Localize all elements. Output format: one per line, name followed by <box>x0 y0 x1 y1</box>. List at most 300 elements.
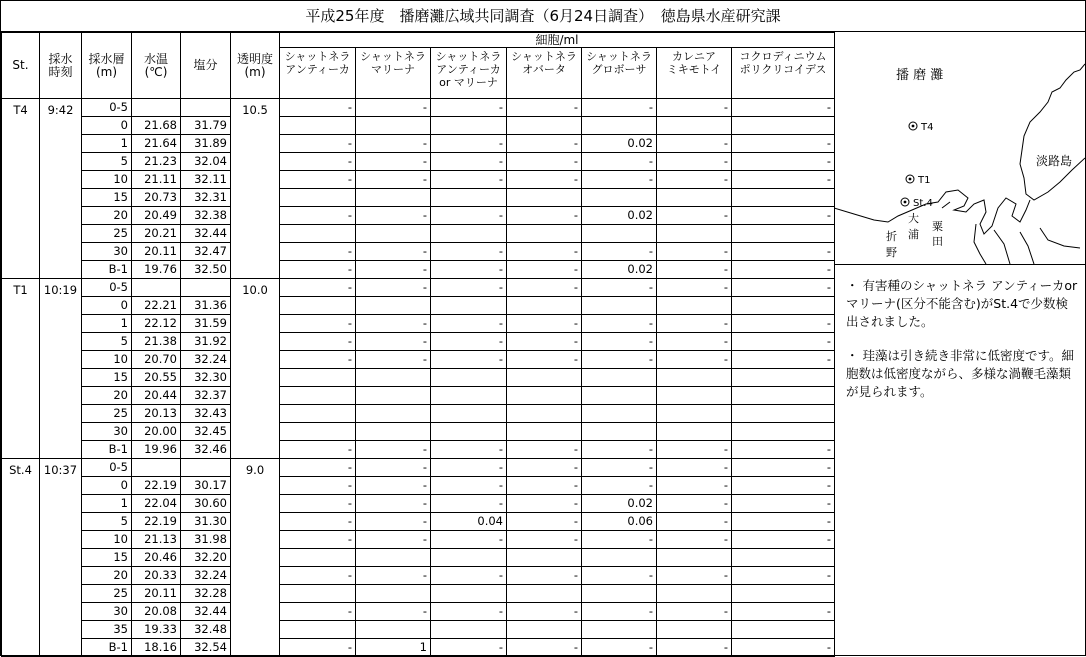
cell-count <box>431 387 507 405</box>
salinity-cell: 32.11 <box>181 171 231 189</box>
cell-count <box>582 585 657 603</box>
cell-count: - <box>732 495 835 513</box>
temperature-cell: 18.16 <box>132 639 181 657</box>
table-row <box>2 441 835 459</box>
depth-cell: 1 <box>82 315 132 333</box>
cell-count <box>507 423 582 441</box>
cell-count: - <box>280 279 356 297</box>
temperature-cell: 22.12 <box>132 315 181 333</box>
salinity-cell: 31.98 <box>181 531 231 549</box>
cell-count: - <box>280 531 356 549</box>
temperature-cell: 20.08 <box>132 603 181 621</box>
table-row <box>2 513 835 531</box>
cell-count: - <box>280 135 356 153</box>
table-row <box>2 567 835 585</box>
cell-count <box>732 297 835 315</box>
cell-count: - <box>657 603 732 621</box>
cell-count: 0.02 <box>582 495 657 513</box>
map-island-label: 淡路島 <box>1036 154 1073 168</box>
station-id: St.4 <box>2 459 40 657</box>
cell-count <box>507 297 582 315</box>
depth-cell: 0 <box>82 477 132 495</box>
cell-count <box>582 423 657 441</box>
temperature-cell: 20.00 <box>132 423 181 441</box>
salinity-cell: 32.04 <box>181 153 231 171</box>
table-body <box>2 99 835 657</box>
cell-count <box>732 423 835 441</box>
table-row <box>2 603 835 621</box>
cell-count: - <box>280 567 356 585</box>
cell-count <box>431 549 507 567</box>
table-row <box>2 387 835 405</box>
table-row <box>2 135 835 153</box>
table-row <box>2 477 835 495</box>
cell-count: - <box>507 477 582 495</box>
cell-count: 0.04 <box>431 513 507 531</box>
note-2: ・ 珪藻は引き続き非常に低密度です。細胞数は低密度ながら、多様な渦鞭毛藻類が見られます。 <box>846 348 1074 399</box>
temperature-cell: 21.38 <box>132 333 181 351</box>
cell-count <box>356 621 431 639</box>
cell-count: - <box>280 99 356 117</box>
temperature-cell: 20.73 <box>132 189 181 207</box>
cell-count: - <box>582 441 657 459</box>
cell-count: 0.06 <box>582 513 657 531</box>
cell-count: - <box>732 513 835 531</box>
cell-count: - <box>732 603 835 621</box>
species-header-4 <box>582 48 657 99</box>
cell-count <box>507 549 582 567</box>
depth-cell: 5 <box>82 513 132 531</box>
cell-count <box>582 297 657 315</box>
cell-count: - <box>280 243 356 261</box>
depth-cell: 20 <box>82 567 132 585</box>
cell-count: - <box>507 207 582 225</box>
salinity-cell: 32.54 <box>181 639 231 657</box>
cell-count: - <box>507 603 582 621</box>
table-row <box>2 315 835 333</box>
cell-count: - <box>431 477 507 495</box>
awaji-coastline <box>1020 64 1085 200</box>
cell-count: - <box>732 567 835 585</box>
salinity-cell: 31.36 <box>181 297 231 315</box>
station-t1-label: T1 <box>918 175 931 186</box>
cell-count: - <box>657 243 732 261</box>
cell-count <box>431 369 507 387</box>
depth-cell: 0-5 <box>82 459 132 477</box>
species-name-line: アンティーカ <box>285 63 350 76</box>
species-name-line: オバータ <box>522 63 566 76</box>
col-header-layer: 採水層 (m) <box>82 33 132 99</box>
cell-count <box>732 189 835 207</box>
depth-cell: 35 <box>82 621 132 639</box>
place-label-ori: 折 <box>886 230 897 243</box>
species-name-line: シャットネラ <box>511 50 577 63</box>
cell-count: - <box>582 351 657 369</box>
cell-count: - <box>356 135 431 153</box>
species-header-2 <box>431 48 507 99</box>
species-header-5 <box>657 48 732 99</box>
cell-count: - <box>431 171 507 189</box>
table-row <box>2 207 835 225</box>
species-name-line: アンティーカ <box>436 63 501 76</box>
species-name-line: シャットネラ <box>435 50 502 63</box>
species-name-line: ミキモトイ <box>666 63 722 76</box>
cell-count <box>582 387 657 405</box>
table-row <box>2 189 835 207</box>
table-row <box>2 243 835 261</box>
depth-cell: 20 <box>82 387 132 405</box>
depth-cell: 5 <box>82 153 132 171</box>
cell-count <box>280 297 356 315</box>
salinity-cell: 31.92 <box>181 333 231 351</box>
cell-count: - <box>356 351 431 369</box>
salinity-cell: 30.17 <box>181 477 231 495</box>
salinity-cell: 32.45 <box>181 423 231 441</box>
station-id: T4 <box>2 99 40 279</box>
salinity-cell: 32.44 <box>181 225 231 243</box>
cell-count <box>431 423 507 441</box>
temperature-cell: 20.46 <box>132 549 181 567</box>
cell-count: - <box>356 279 431 297</box>
table-row <box>2 369 835 387</box>
salinity-cell: 32.44 <box>181 603 231 621</box>
cell-count <box>507 621 582 639</box>
depth-cell: 0-5 <box>82 279 132 297</box>
species-name-line: シャットネラ <box>284 50 351 63</box>
cell-count: - <box>732 531 835 549</box>
cell-count: - <box>431 315 507 333</box>
cell-count: - <box>732 333 835 351</box>
temperature-cell: 20.13 <box>132 405 181 423</box>
cell-count: - <box>356 531 431 549</box>
transparency-cell: 9.0 <box>231 459 280 657</box>
salinity-cell: 31.89 <box>181 135 231 153</box>
table-row <box>2 117 835 135</box>
cell-count <box>431 117 507 135</box>
cell-count <box>507 369 582 387</box>
cell-count <box>356 117 431 135</box>
cell-count: - <box>431 603 507 621</box>
cell-count <box>582 225 657 243</box>
depth-cell: 15 <box>82 189 132 207</box>
cell-count: - <box>507 171 582 189</box>
salinity-cell: 31.59 <box>181 315 231 333</box>
depth-cell: 0 <box>82 297 132 315</box>
map-svg <box>834 32 1085 264</box>
cell-count: - <box>356 477 431 495</box>
breakwater <box>942 202 950 208</box>
col-header-cells-per-ml: 細胞/ml <box>280 33 835 48</box>
cell-count: - <box>280 639 356 657</box>
cell-count <box>582 117 657 135</box>
temperature-cell: 19.76 <box>132 261 181 279</box>
cell-count <box>657 225 732 243</box>
cell-count: - <box>657 261 732 279</box>
cell-count: - <box>356 333 431 351</box>
cell-count <box>657 297 732 315</box>
species-name-line: マリーナ <box>371 63 415 76</box>
report-title: 平成25年度 播磨灘広域共同調査（6月24日調査） 徳島県水産研究課 <box>1 1 1085 32</box>
cell-count: - <box>657 207 732 225</box>
cell-count <box>507 585 582 603</box>
cell-count: - <box>356 207 431 225</box>
depth-cell: 25 <box>82 225 132 243</box>
cell-count: - <box>657 441 732 459</box>
cell-count: - <box>732 261 835 279</box>
cell-count <box>657 585 732 603</box>
salinity-cell: 32.28 <box>181 585 231 603</box>
depth-cell: B-1 <box>82 441 132 459</box>
cell-count: - <box>507 99 582 117</box>
place-label-ta: 田 <box>932 235 943 248</box>
cell-count: - <box>582 459 657 477</box>
col-header-temp: 水温 (℃) <box>132 33 181 99</box>
cell-count: - <box>431 207 507 225</box>
salinity-cell: 32.38 <box>181 207 231 225</box>
salinity-cell: 32.50 <box>181 261 231 279</box>
cell-count: - <box>356 315 431 333</box>
station-map <box>834 32 1085 265</box>
cell-count <box>280 405 356 423</box>
cell-count: - <box>507 243 582 261</box>
cell-count: - <box>732 135 835 153</box>
table-row <box>2 333 835 351</box>
cell-count: - <box>582 333 657 351</box>
cell-count: - <box>431 567 507 585</box>
species-name-line: or マリーナ <box>439 76 498 89</box>
cell-count <box>356 225 431 243</box>
cell-count: - <box>657 171 732 189</box>
table-row <box>2 495 835 513</box>
cell-count: - <box>280 333 356 351</box>
cell-count: - <box>280 351 356 369</box>
table-row <box>2 279 835 297</box>
depth-cell: B-1 <box>82 639 132 657</box>
cell-count: - <box>507 513 582 531</box>
salinity-cell: 31.30 <box>181 513 231 531</box>
cell-count: - <box>507 153 582 171</box>
salinity-cell: 32.48 <box>181 621 231 639</box>
cell-count: - <box>280 153 356 171</box>
cell-count: 0.02 <box>582 261 657 279</box>
temperature-cell <box>132 279 181 297</box>
cell-count: - <box>657 315 732 333</box>
cell-count: - <box>280 477 356 495</box>
plankton-data-table <box>1 32 835 657</box>
temperature-cell: 19.96 <box>132 441 181 459</box>
cell-count: - <box>507 333 582 351</box>
cell-count: 1 <box>356 639 431 657</box>
table-row <box>2 99 835 117</box>
temperature-cell: 21.13 <box>132 531 181 549</box>
cell-count <box>280 549 356 567</box>
cell-count: - <box>280 459 356 477</box>
cell-count: - <box>431 351 507 369</box>
col-header-transparency: 透明度 (m) <box>231 33 280 99</box>
cell-count: - <box>507 459 582 477</box>
cell-count: - <box>431 495 507 513</box>
cell-count <box>657 369 732 387</box>
depth-cell: 10 <box>82 351 132 369</box>
map-sea-label: 播 磨 灘 <box>896 68 944 83</box>
cell-count: - <box>732 477 835 495</box>
cell-count: - <box>507 531 582 549</box>
cell-count: - <box>431 99 507 117</box>
cell-count: - <box>732 441 835 459</box>
temperature-cell: 20.70 <box>132 351 181 369</box>
species-header-3 <box>507 48 582 99</box>
cell-count: - <box>356 513 431 531</box>
species-header-1 <box>356 48 431 99</box>
table-row <box>2 297 835 315</box>
table-row <box>2 153 835 171</box>
cell-count <box>280 621 356 639</box>
temperature-cell: 20.21 <box>132 225 181 243</box>
depth-cell: B-1 <box>82 261 132 279</box>
cell-count <box>507 405 582 423</box>
salinity-cell <box>181 279 231 297</box>
salinity-cell: 32.43 <box>181 405 231 423</box>
cell-count: - <box>431 333 507 351</box>
salinity-cell <box>181 459 231 477</box>
estuary-lines <box>974 224 1080 264</box>
salinity-cell <box>181 99 231 117</box>
depth-cell: 30 <box>82 243 132 261</box>
cell-count: - <box>356 153 431 171</box>
cell-count: - <box>280 171 356 189</box>
depth-cell: 10 <box>82 171 132 189</box>
place-label-ura: 浦 <box>908 228 919 241</box>
temperature-cell: 20.11 <box>132 243 181 261</box>
cell-count <box>582 189 657 207</box>
salinity-cell: 30.60 <box>181 495 231 513</box>
cell-count: - <box>431 459 507 477</box>
depth-cell: 10 <box>82 531 132 549</box>
table-row <box>2 171 835 189</box>
cell-count: - <box>657 459 732 477</box>
salinity-cell: 32.31 <box>181 189 231 207</box>
cell-count <box>280 225 356 243</box>
cell-count <box>657 405 732 423</box>
cell-count: - <box>431 531 507 549</box>
depth-cell: 1 <box>82 495 132 513</box>
cell-count <box>280 423 356 441</box>
cell-count <box>732 117 835 135</box>
cell-count: - <box>356 243 431 261</box>
species-name-line: ポリクリコイデス <box>739 63 827 76</box>
cell-count <box>507 387 582 405</box>
temperature-cell: 20.44 <box>132 387 181 405</box>
depth-cell: 0 <box>82 117 132 135</box>
table-row <box>2 585 835 603</box>
cell-count: - <box>582 153 657 171</box>
transparency-cell: 10.5 <box>231 99 280 279</box>
cell-count <box>356 585 431 603</box>
cell-count: - <box>582 477 657 495</box>
cell-count: - <box>732 171 835 189</box>
depth-cell: 25 <box>82 405 132 423</box>
cell-count: - <box>732 639 835 657</box>
cell-count <box>582 549 657 567</box>
cell-count <box>431 405 507 423</box>
temperature-cell <box>132 99 181 117</box>
cell-count <box>657 549 732 567</box>
cell-count: - <box>280 513 356 531</box>
temperature-cell <box>132 459 181 477</box>
table-row <box>2 621 835 639</box>
cell-count <box>431 225 507 243</box>
cell-count <box>657 189 732 207</box>
temperature-cell: 21.23 <box>132 153 181 171</box>
cell-count <box>732 621 835 639</box>
cell-count: - <box>507 279 582 297</box>
cell-count: - <box>657 153 732 171</box>
cell-count <box>732 369 835 387</box>
cell-count: - <box>356 171 431 189</box>
cell-count <box>356 189 431 207</box>
cell-count: - <box>507 261 582 279</box>
salinity-cell: 32.24 <box>181 567 231 585</box>
temperature-cell: 20.49 <box>132 207 181 225</box>
cell-count: - <box>657 531 732 549</box>
cell-count: - <box>280 207 356 225</box>
cell-count: - <box>280 261 356 279</box>
table-row <box>2 405 835 423</box>
salinity-cell: 32.47 <box>181 243 231 261</box>
cell-count: - <box>356 261 431 279</box>
cell-count: - <box>582 639 657 657</box>
cell-count: - <box>356 459 431 477</box>
cell-count <box>280 387 356 405</box>
cell-count <box>356 297 431 315</box>
temperature-cell: 22.19 <box>132 513 181 531</box>
cell-count <box>280 117 356 135</box>
place-label-no: 野 <box>886 246 897 259</box>
notes <box>846 277 1078 417</box>
cell-count: - <box>280 441 356 459</box>
cell-count: - <box>582 567 657 585</box>
temperature-cell: 20.55 <box>132 369 181 387</box>
col-header-time: 採水 時刻 <box>40 33 82 99</box>
salinity-cell: 32.37 <box>181 387 231 405</box>
species-name-line: シャットネラ <box>360 50 426 63</box>
cell-count: - <box>431 243 507 261</box>
depth-cell: 15 <box>82 369 132 387</box>
cell-count: - <box>431 153 507 171</box>
cell-count <box>732 387 835 405</box>
cell-count: - <box>732 243 835 261</box>
table-row <box>2 261 835 279</box>
species-name-line: グロボーサ <box>591 63 647 76</box>
note-1: ・ 有害種のシャットネラ アンティーカor マリーナ(区分不能含む)がSt.4で少数検出されました。 <box>846 278 1078 329</box>
table-row <box>2 459 835 477</box>
cell-count: - <box>582 531 657 549</box>
cell-count: - <box>657 99 732 117</box>
cell-count <box>657 387 732 405</box>
cell-count <box>356 405 431 423</box>
cell-count: - <box>657 567 732 585</box>
species-header-6 <box>732 48 835 99</box>
cell-count <box>356 423 431 441</box>
species-name-line: シャットネラ <box>586 50 652 63</box>
cell-count <box>280 189 356 207</box>
temperature-cell: 21.64 <box>132 135 181 153</box>
cell-count <box>507 189 582 207</box>
cell-count <box>732 549 835 567</box>
cell-count: - <box>507 135 582 153</box>
place-label-o: 大 <box>908 212 919 225</box>
cell-count <box>732 405 835 423</box>
